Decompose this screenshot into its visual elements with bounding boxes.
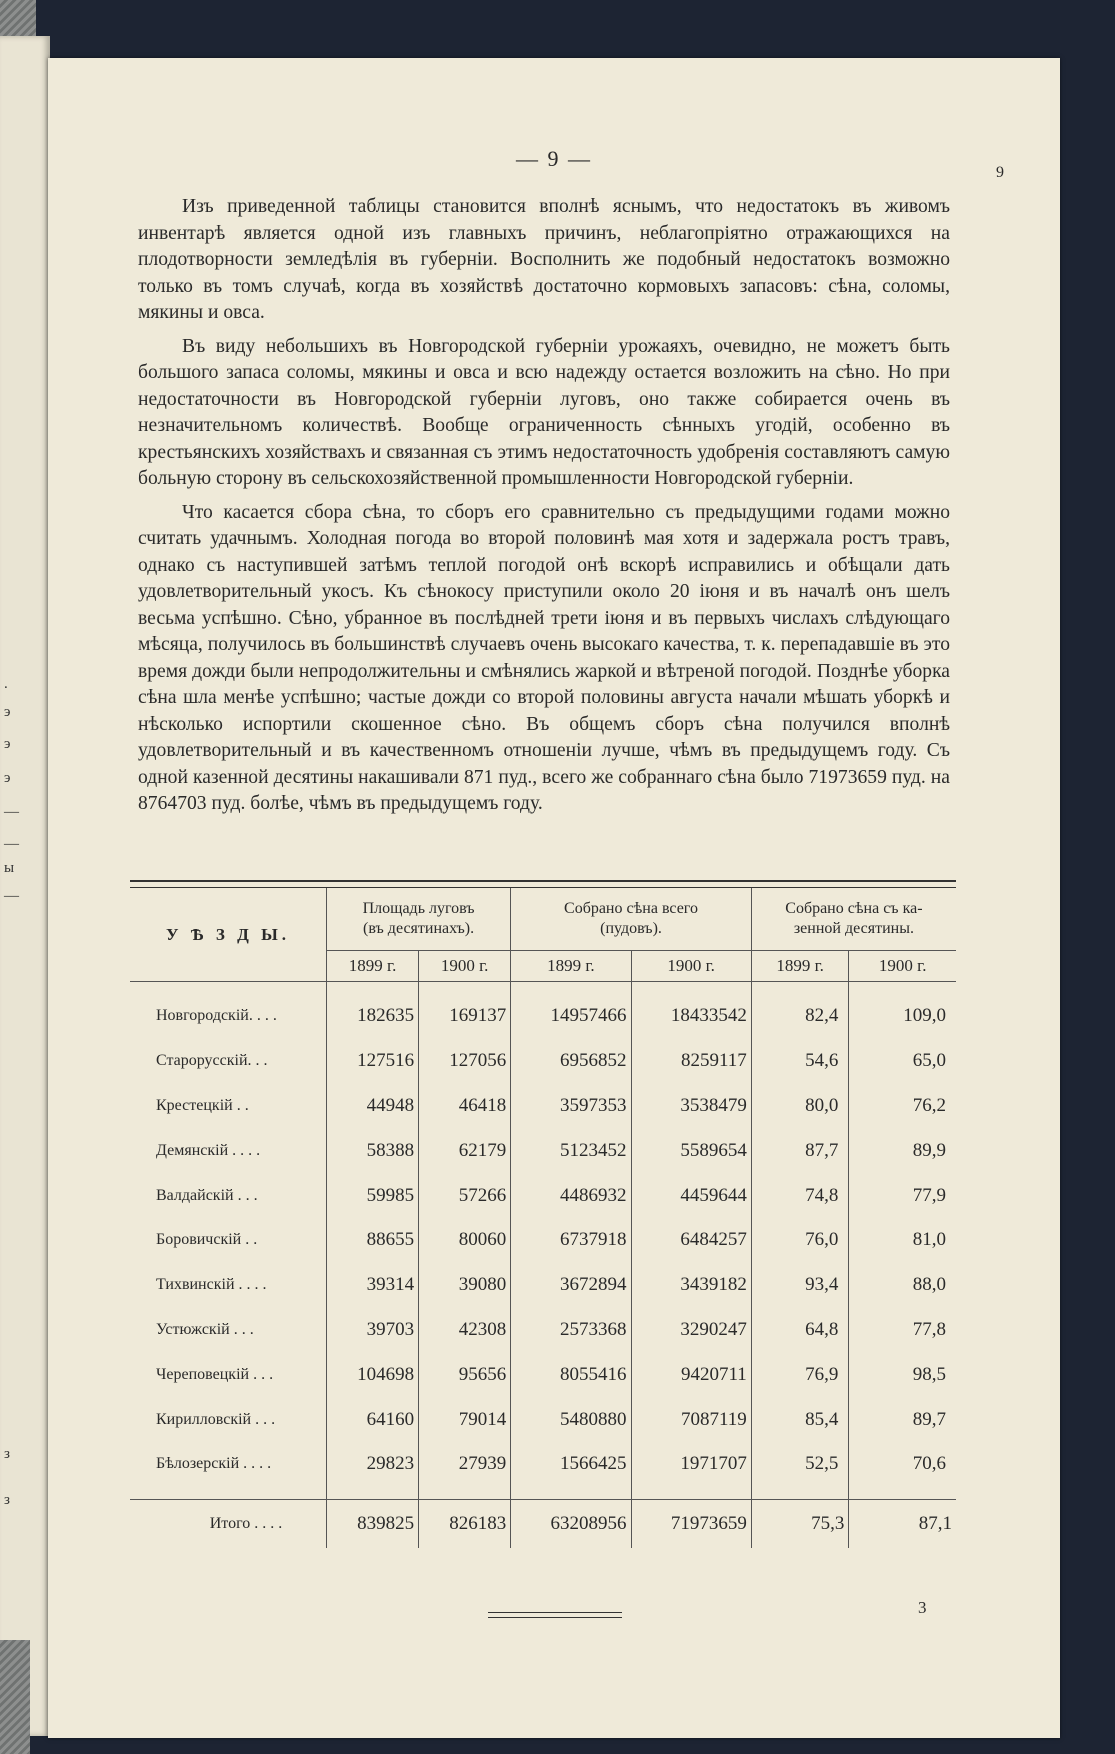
table-cell: 93,4 [751,1263,849,1308]
table-cell: 5480880 [511,1397,631,1442]
total-label: Итого . . . . [130,1499,327,1548]
table-cell: 81,0 [912,1229,946,1251]
page-number: — 9 — [516,146,592,171]
book-spine-bottom [0,1640,30,1754]
table-cell: 826183 [419,1499,511,1548]
bottom-ornament-rule [488,1612,622,1618]
table-cell: 64,8 [751,1308,849,1353]
table-row [130,1352,956,1397]
table-cell: 8055416 [511,1352,631,1397]
table-cell: 6484257 [631,1218,751,1263]
margin-char: э [4,704,11,720]
body-text [138,194,950,825]
table-row [130,1084,956,1129]
left-page-edge [0,36,50,1736]
table-cell: 74,8 [751,1173,849,1218]
table-cell: 127516 [327,1039,419,1084]
table-cell: 46418 [419,1084,511,1129]
column-group-meadow-area [327,888,511,951]
table-row [130,1397,956,1442]
document-page [48,58,1060,1738]
table-cell: 127056 [419,1039,511,1084]
margin-char: — [4,888,19,904]
table-cell: 5589654 [631,1128,751,1173]
table-cell: 58388 [327,1128,419,1173]
table-cell: 70,6 [912,1453,946,1475]
uezd-name: Крестецкій . . [130,1084,327,1129]
table-cell: 29823 [327,1442,419,1487]
year-header: 1900 г. [849,951,956,982]
table-row [130,1039,956,1084]
table-cell: 71973659 [631,1499,751,1548]
group-label-line: Площадь луговъ [362,900,475,917]
year-header: 1899 г. [511,951,631,982]
table-cell: 76,9 [751,1352,849,1397]
year-header: 1899 г. [327,951,419,982]
paragraph: Въ виду небольшихъ въ Новгородской губерніи урожаяхъ, очевидно, не можетъ быть большого запаса соломы, мякины и овса и всю надежду остается возложить на сѣно. Но при недостаточности въ Новгородской губерніи луговъ, оно также собирается очень въ незначительномъ количествѣ. Вообще ограниченность сѣнныхъ угодій, особенно въ крестьянскихъ хозяйствахъ и связанная съ этимъ недостаточность удобренія составляютъ самую больную сторону въ сельскохозяйственной промышленности Новгородской губерніи. [138,335,950,489]
table-cell: 44948 [327,1084,419,1129]
uezd-name: Боровичскій . . [130,1218,327,1263]
table-top-rule [130,880,956,888]
margin-char: з [4,1492,10,1508]
table-cell: 88,0 [912,1274,946,1296]
year-header: 1900 г. [631,951,751,982]
uezd-name: Бѣлозерскій . . . . [130,1442,327,1487]
table-cell: 54,6 [751,1039,849,1084]
uezd-name: Тихвинскій . . . . [130,1263,327,1308]
printer-signature: 3 [918,1598,927,1617]
table-cell: 89,9 [912,1139,946,1161]
column-group-hay-total [511,888,752,951]
table-cell: 3538479 [631,1084,751,1129]
table-cell: 39080 [419,1263,511,1308]
paragraph: Изъ приведенной таблицы становится вполнѣ яснымъ, что недостатокъ въ живомъ инвентарѣ является одной изъ главныхъ причинъ, неблагопріятно отражающихся на плодотворности земледѣлія въ губерніи. Восполнить же подобный недостатокъ возможно только въ томъ случаѣ, когда въ хозяйствѣ достаточно кормовыхъ запасовъ: сѣна, соломы, мякины и овса. [138,196,950,323]
table-cell: 7087119 [631,1397,751,1442]
table-row [130,1218,956,1263]
table-cell: 2573368 [511,1308,631,1353]
table-row [130,1308,956,1353]
table-cell: 1566425 [511,1442,631,1487]
table-cell: 89,7 [912,1408,946,1430]
table-cell: 8259117 [631,1039,751,1084]
table-cell: 3439182 [631,1263,751,1308]
column-header-uezdy: У Ѣ З Д Ы. [130,888,327,982]
table-cell: 39314 [327,1263,419,1308]
margin-char: ы [4,860,15,876]
table-cell: 63208956 [511,1499,631,1548]
table-row [130,1263,956,1308]
table-cell: 76,0 [751,1218,849,1263]
uezd-name: Валдайскій . . . [130,1173,327,1218]
table-cell: 88655 [327,1218,419,1263]
table-cell: 80060 [419,1218,511,1263]
table-cell: 5123452 [511,1128,631,1173]
hay-harvest-table [130,880,956,1548]
uezd-name: Кирилловскій . . . [130,1397,327,1442]
uezd-name: Старорусскій. . . [130,1039,327,1084]
group-label-line: (пудовъ). [600,920,662,937]
table-cell: 82,4 [751,994,849,1039]
table-cell: 3290247 [631,1308,751,1353]
table-cell: 6737918 [511,1218,631,1263]
margin-char: э [4,770,11,786]
uezd-name: Демянскій . . . . [130,1128,327,1173]
table-cell: 77,8 [912,1318,946,1340]
table-cell: 1971707 [631,1442,751,1487]
table-cell: 18433542 [631,994,751,1039]
table-cell: 109,0 [903,1005,946,1027]
table-cell: 42308 [419,1308,511,1353]
table-cell: 75,3 [751,1499,849,1548]
margin-char: з [4,1446,10,1462]
group-label-line: Собрано сѣна всего [564,900,698,917]
table-cell: 3597353 [511,1084,631,1129]
margin-char: — [4,836,19,852]
table-cell: 839825 [327,1499,419,1548]
table-row [130,1128,956,1173]
data-table [130,888,956,1548]
paragraph: Что касается сбора сѣна, то сборъ его сравнительно съ предыдущими годами можно считать удачнымъ. Холодная погода во второй половинѣ мая хотя и задержала ростъ травъ, однако съ наступившей затѣмъ теплой погодой онѣ вскорѣ исправились и обѣщали дать удовлетворительный укосъ. Къ сѣнокосу приступили около 20 іюня и въ началѣ онъ шелъ весьма успѣшно. Сѣно, убранное въ послѣдней трети іюня и въ первыхъ числахъ слѣдующаго мѣсяца, получилось въ большинствѣ случаевъ очень высокаго качества, т. к. перепадавшіе въ это время дожди были непродолжительны и смѣнялись жаркой и вѣтреной погодой. Позднѣе уборка сѣна шла менѣе успѣшно; частые дожди со второй половины августа начали мѣшать уборкѣ и нѣсколько испортили скошенное сѣно. Въ общемъ сборъ сѣна получился вполнѣ удовлетворительный и въ качественномъ отношеніи лучше, чѣмъ въ предыдущемъ году. Съ одной казенной десятины накашивали 871 пуд., всего же собраннаго сѣна было 71973659 пуд. на 8764703 пуд. болѣе, чѣмъ въ предыдущемъ году. [138,501,950,814]
table-row [130,1173,956,1218]
year-header: 1899 г. [751,951,849,982]
margin-char: — [4,804,19,820]
table-cell: 4459644 [631,1173,751,1218]
table-cell: 87,1 [849,1499,956,1548]
table-cell: 14957466 [511,994,631,1039]
table-cell: 80,0 [751,1084,849,1129]
table-cell: 182635 [327,994,419,1039]
table-cell: 104698 [327,1352,419,1397]
table-cell: 87,7 [751,1128,849,1173]
year-header: 1900 г. [419,951,511,982]
table-cell: 64160 [327,1397,419,1442]
table-cell: 52,5 [751,1442,849,1487]
table-cell: 4486932 [511,1173,631,1218]
table-cell: 57266 [419,1173,511,1218]
column-group-hay-per-desyatina [751,888,956,951]
margin-char: . [4,676,8,692]
table-cell: 169137 [419,994,511,1039]
table-cell: 77,9 [912,1184,946,1206]
table-cell: 62179 [419,1128,511,1173]
uezd-name: Череповецкій . . . [130,1352,327,1397]
table-cell: 39703 [327,1308,419,1353]
margin-char: э [4,736,11,752]
table-total-row [130,1499,956,1548]
table-row [130,994,956,1039]
table-cell: 9420711 [631,1352,751,1397]
table-cell: 95656 [419,1352,511,1397]
table-cell: 79014 [419,1397,511,1442]
table-cell: 59985 [327,1173,419,1218]
table-row [130,1442,956,1487]
group-label-line: Собрано сѣна съ ка- [785,900,923,917]
table-cell: 27939 [419,1442,511,1487]
uezd-name: Устюжскій . . . [130,1308,327,1353]
page-mark: 9 [996,164,1004,181]
table-cell: 6956852 [511,1039,631,1084]
table-cell: 65,0 [912,1050,946,1072]
table-cell: 98,5 [912,1363,946,1385]
uezd-name: Новгородскій. . . . [130,994,327,1039]
group-label-line: зенной десятины. [793,920,914,937]
table-cell: 76,2 [912,1094,946,1116]
group-label-line: (въ десятинахъ). [363,920,475,937]
table-cell: 85,4 [751,1397,849,1442]
table-cell: 3672894 [511,1263,631,1308]
